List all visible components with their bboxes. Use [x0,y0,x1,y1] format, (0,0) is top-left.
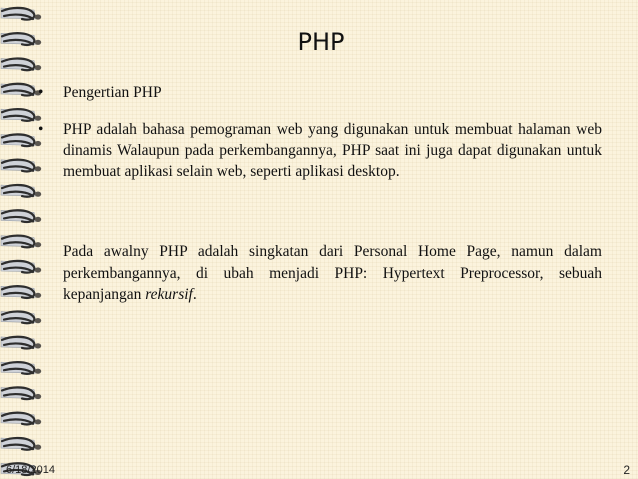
spiral-ring [1,286,41,298]
spiral-ring [1,413,41,425]
spiral-ring [1,160,41,172]
spiral-ring [1,185,41,197]
spiral-binding-icon [0,0,46,479]
bullet-marker: • [38,121,44,138]
footer-date: 6/18/2014 [6,464,55,476]
paragraph-text: Pada awalny PHP adalah singkatan dari Personal Home Page, namun dalam perkembangannya, di ubah menjadi PHP: Hypertext Preprocessor, sebuah kepanjangan [63,243,602,303]
spiral-ring [1,210,41,222]
spiral-ring [1,236,41,248]
bullet-list [38,82,602,182]
spiral-ring [1,8,41,20]
bullet-text: PHP adalah bahasa pemograman web yang digunakan untuk membuat halaman web dinamis Walaupun pada perkembangannya, PHP saat ini juga dapat digunakan untuk membuat aplikasi selain web, seperti aplikasi desktop. [63,121,602,180]
spiral-ring [1,337,41,349]
spiral-ring [1,387,41,399]
spiral-ring [1,362,41,374]
bullet-item-pengertian [38,82,602,103]
spiral-ring [1,109,41,121]
spiral-ring [1,438,41,450]
paragraph-end: . [192,286,197,303]
spiral-ring [1,84,41,96]
spiral-ring [1,261,41,273]
history-paragraph [63,241,602,306]
bullet-marker: • [38,84,44,101]
bullet-item-definition [38,119,602,182]
bullet-text: Pengertian PHP [63,84,162,101]
spiral-ring [1,134,41,146]
spiral-ring [1,311,41,323]
spiral-ring [1,58,41,70]
paragraph-emphasis: rekursif [145,286,193,303]
page-number: 2 [623,463,630,477]
slide-title: PHP [297,28,345,56]
